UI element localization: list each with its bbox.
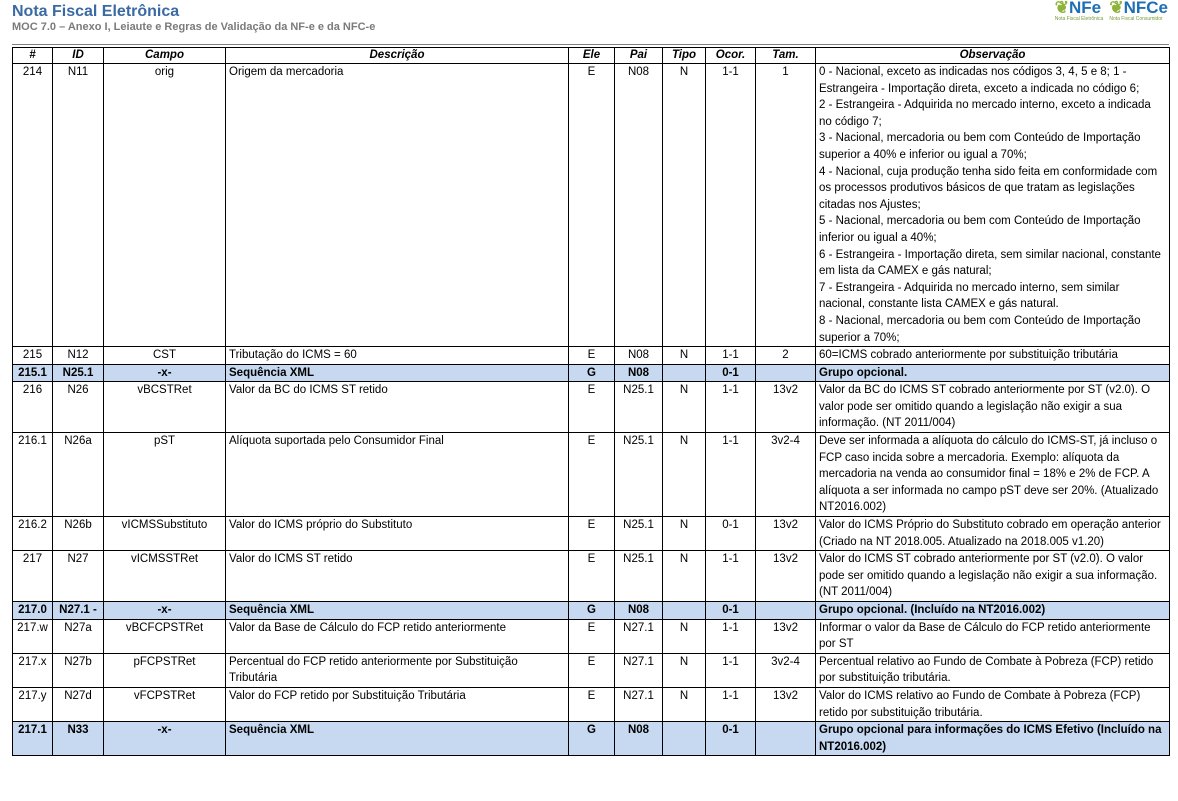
col-header-ocor: Ocor.: [706, 48, 756, 64]
cell-pai: N08: [615, 602, 663, 620]
table-row: [13, 64, 1170, 347]
cell-tipo: N: [663, 517, 706, 551]
cell-ocor: 1-1: [706, 653, 756, 687]
col-header-num: #: [13, 48, 53, 64]
field-table: [12, 47, 1170, 756]
cell-tam: [756, 602, 816, 620]
cell-observacao: Informar o valor da Base de Cálculo do FCP retido anteriormente por ST: [816, 619, 1170, 653]
cell-tam: 3v2-4: [756, 433, 816, 517]
cell-descricao: Sequência XML: [226, 602, 569, 620]
cell-pai: N27.1: [615, 653, 663, 687]
logo-group: [1055, 0, 1168, 22]
cell-pai: N25.1: [615, 382, 663, 433]
cell-id: N26b: [53, 517, 104, 551]
cell-id: N27b: [53, 653, 104, 687]
cell-observacao: Grupo opcional. (Incluído na NT2016.002): [816, 602, 1170, 620]
cell-num: 217.y: [13, 687, 53, 721]
cell-tipo: N: [663, 433, 706, 517]
col-header-ele: Ele: [569, 48, 615, 64]
cell-campo: vFCPSTRet: [104, 687, 226, 721]
document-title: Nota Fiscal Eletrônica: [12, 3, 180, 20]
table-row: [13, 433, 1170, 517]
cell-tam: 13v2: [756, 687, 816, 721]
col-header-descricao: Descrição: [226, 48, 569, 64]
cell-campo: vICMSSubstituto: [104, 517, 226, 551]
cell-descricao: Percentual do FCP retido anteriormente por Substituição Tributária: [226, 653, 569, 687]
cell-pai: N25.1: [615, 517, 663, 551]
cell-num: 216.1: [13, 433, 53, 517]
col-header-id: ID: [53, 48, 104, 64]
cell-pai: N08: [615, 364, 663, 382]
cell-descricao: Alíquota suportada pelo Consumidor Final: [226, 433, 569, 517]
cell-observacao: Deve ser informada a alíquota do cálculo do ICMS-ST, já incluso o FCP caso incida sobre a mercadoria. Exemplo: alíquota da mercadoria na venda ao consumidor final = 18% e 2% de FCP. A alíquota a ser informada no campo pST deve ser 20%. (Atualizado NT2016.002): [816, 433, 1170, 517]
cell-tipo: N: [663, 382, 706, 433]
table-row: [13, 619, 1170, 653]
cell-ocor: 0-1: [706, 602, 756, 620]
cell-ocor: 1-1: [706, 64, 756, 347]
cell-observacao: Valor do ICMS ST cobrado anteriormente por ST (v2.0). O valor pode ser omitido quando a legislação não exigir a sua informação. (NT 2011/004): [816, 551, 1170, 602]
cell-id: N12: [53, 347, 104, 365]
cell-descricao: Sequência XML: [226, 364, 569, 382]
cell-id: N27: [53, 551, 104, 602]
cell-ele: E: [569, 653, 615, 687]
cell-tam: 13v2: [756, 382, 816, 433]
cell-ele: E: [569, 619, 615, 653]
cell-ocor: 1-1: [706, 687, 756, 721]
cell-tam: 1: [756, 64, 816, 347]
cell-pai: N08: [615, 347, 663, 365]
table-row: [13, 653, 1170, 687]
cell-tam: 3v2-4: [756, 653, 816, 687]
col-header-pai: Pai: [615, 48, 663, 64]
cell-tam: 13v2: [756, 619, 816, 653]
cell-pai: N25.1: [615, 433, 663, 517]
cell-descricao: Valor da BC do ICMS ST retido: [226, 382, 569, 433]
cell-ocor: 0-1: [706, 517, 756, 551]
cell-ele: E: [569, 433, 615, 517]
cell-tam: 13v2: [756, 517, 816, 551]
cell-num: 216.2: [13, 517, 53, 551]
cell-campo: pST: [104, 433, 226, 517]
cell-tipo: N: [663, 687, 706, 721]
cell-tipo: [663, 722, 706, 756]
cell-campo: vICMSSTRet: [104, 551, 226, 602]
cell-num: 215: [13, 347, 53, 365]
cell-pai: N08: [615, 722, 663, 756]
leaf-icon: ❦: [1109, 0, 1124, 17]
cell-ocor: 0-1: [706, 364, 756, 382]
cell-tipo: [663, 364, 706, 382]
cell-id: N25.1: [53, 364, 104, 382]
cell-id: N27d: [53, 687, 104, 721]
cell-pai: N27.1: [615, 687, 663, 721]
cell-tipo: N: [663, 619, 706, 653]
cell-num: 217.x: [13, 653, 53, 687]
cell-ele: E: [569, 517, 615, 551]
cell-num: 216: [13, 382, 53, 433]
cell-num: 217.1: [13, 722, 53, 756]
cell-observacao: Percentual relativo ao Fundo de Combate à Pobreza (FCP) retido por substituição tributária.: [816, 653, 1170, 687]
document-subtitle: MOC 7.0 – Anexo I, Leiaute e Regras de Validação da NF-e e da NFC-e: [12, 21, 376, 33]
cell-descricao: Valor da Base de Cálculo do FCP retido anteriormente: [226, 619, 569, 653]
cell-tipo: N: [663, 64, 706, 347]
cell-campo: -x-: [104, 722, 226, 756]
cell-ocor: 1-1: [706, 619, 756, 653]
cell-ele: G: [569, 364, 615, 382]
nfe-logo: ❦NFe Nota Fiscal Eletrônica: [1054, 0, 1104, 22]
cell-campo: CST: [104, 347, 226, 365]
cell-descricao: Tributação do ICMS = 60: [226, 347, 569, 365]
cell-id: N26: [53, 382, 104, 433]
table-header-row: [13, 48, 1170, 64]
cell-ocor: 1-1: [706, 347, 756, 365]
cell-campo: vBCSTRet: [104, 382, 226, 433]
cell-observacao: 60=ICMS cobrado anteriormente por substituição tributária: [816, 347, 1170, 365]
col-header-observacao: Observação: [816, 48, 1170, 64]
cell-ele: E: [569, 347, 615, 365]
cell-ocor: 1-1: [706, 382, 756, 433]
cell-ele: E: [569, 382, 615, 433]
cell-ocor: 1-1: [706, 551, 756, 602]
header-divider: [12, 44, 1169, 45]
cell-num: 217.0: [13, 602, 53, 620]
cell-observacao: 0 - Nacional, exceto as indicadas nos códigos 3, 4, 5 e 8; 1 - Estrangeira - Importação direta, exceto a indicada no código 6; 2 - Estrangeira - Adquirida no mercado interno, exceto a indicada no código 7; 3 - Nacional, mercadoria ou bem com Conteúdo de Importação superior a 40% e inferior ou igual a 70%; 4 - Nacional, cuja produção tenha sido feita em conformidade com os processos produtivos básicos de que tratam as legislações citadas nos Ajustes; 5 - Nacional, mercadoria ou bem com Conteúdo de Importação inferior ou igual a 40%; 6 - Estrangeira - Importação direta, sem similar nacional, constante em lista da CAMEX e gás natural; 7 - Estrangeira - Adquirida no mercado interno, sem similar nacional, constante lista CAMEX e gás natural. 8 - Nacional, mercadoria ou bem com Conteúdo de Importação superior a 70%;: [816, 64, 1170, 347]
cell-pai: N27.1: [615, 619, 663, 653]
cell-tam: [756, 722, 816, 756]
cell-num: 217.w: [13, 619, 53, 653]
cell-descricao: Origem da mercadoria: [226, 64, 569, 347]
group-row: [13, 364, 1170, 382]
cell-observacao: Valor do ICMS Próprio do Substituto cobrado em operação anterior (Criado na NT 2018.005. Atualizado na 2018.005 v1.20): [816, 517, 1170, 551]
cell-num: 214: [13, 64, 53, 347]
table-row: [13, 687, 1170, 721]
cell-descricao: Valor do FCP retido por Substituição Tributária: [226, 687, 569, 721]
group-row: [13, 602, 1170, 620]
cell-pai: N08: [615, 64, 663, 347]
cell-campo: pFCPSTRet: [104, 653, 226, 687]
group-row: [13, 722, 1170, 756]
cell-id: N11: [53, 64, 104, 347]
cell-pai: N25.1: [615, 551, 663, 602]
cell-id: N33: [53, 722, 104, 756]
cell-id: N27.1 -: [53, 602, 104, 620]
table-row: [13, 551, 1170, 602]
cell-ocor: 1-1: [706, 433, 756, 517]
cell-descricao: Valor do ICMS próprio do Substituto: [226, 517, 569, 551]
leaf-icon: ❦: [1054, 0, 1069, 17]
cell-tipo: [663, 602, 706, 620]
cell-tipo: N: [663, 347, 706, 365]
cell-observacao: Grupo opcional para informações do ICMS Efetivo (Incluído na NT2016.002): [816, 722, 1170, 756]
cell-descricao: Valor do ICMS ST retido: [226, 551, 569, 602]
cell-campo: -x-: [104, 602, 226, 620]
table-row: [13, 517, 1170, 551]
cell-observacao: Valor da BC do ICMS ST cobrado anteriormente por ST (v2.0). O valor pode ser omitido quando a legislação não exigir a sua informação. (NT 2011/004): [816, 382, 1170, 433]
cell-num: 215.1: [13, 364, 53, 382]
col-header-tipo: Tipo: [663, 48, 706, 64]
cell-id: N27a: [53, 619, 104, 653]
cell-ele: G: [569, 722, 615, 756]
cell-ele: G: [569, 602, 615, 620]
cell-tipo: N: [663, 653, 706, 687]
cell-num: 217: [13, 551, 53, 602]
cell-id: N26a: [53, 433, 104, 517]
cell-descricao: Sequência XML: [226, 722, 569, 756]
cell-ocor: 0-1: [706, 722, 756, 756]
cell-ele: E: [569, 687, 615, 721]
nfce-logo: ❦NFCe Nota Fiscal Consumidor: [1109, 0, 1168, 22]
cell-ele: E: [569, 551, 615, 602]
cell-tam: [756, 364, 816, 382]
cell-campo: vBCFCPSTRet: [104, 619, 226, 653]
cell-tam: 13v2: [756, 551, 816, 602]
table-row: [13, 347, 1170, 365]
cell-campo: orig: [104, 64, 226, 347]
cell-campo: -x-: [104, 364, 226, 382]
cell-observacao: Valor do ICMS relativo ao Fundo de Combate à Pobreza (FCP) retido por substituição tributária.: [816, 687, 1170, 721]
cell-tam: 2: [756, 347, 816, 365]
table-row: [13, 382, 1170, 433]
col-header-tam: Tam.: [756, 48, 816, 64]
cell-observacao: Grupo opcional.: [816, 364, 1170, 382]
document-header: [0, 0, 1178, 46]
cell-tipo: N: [663, 551, 706, 602]
cell-ele: E: [569, 64, 615, 347]
col-header-campo: Campo: [104, 48, 226, 64]
